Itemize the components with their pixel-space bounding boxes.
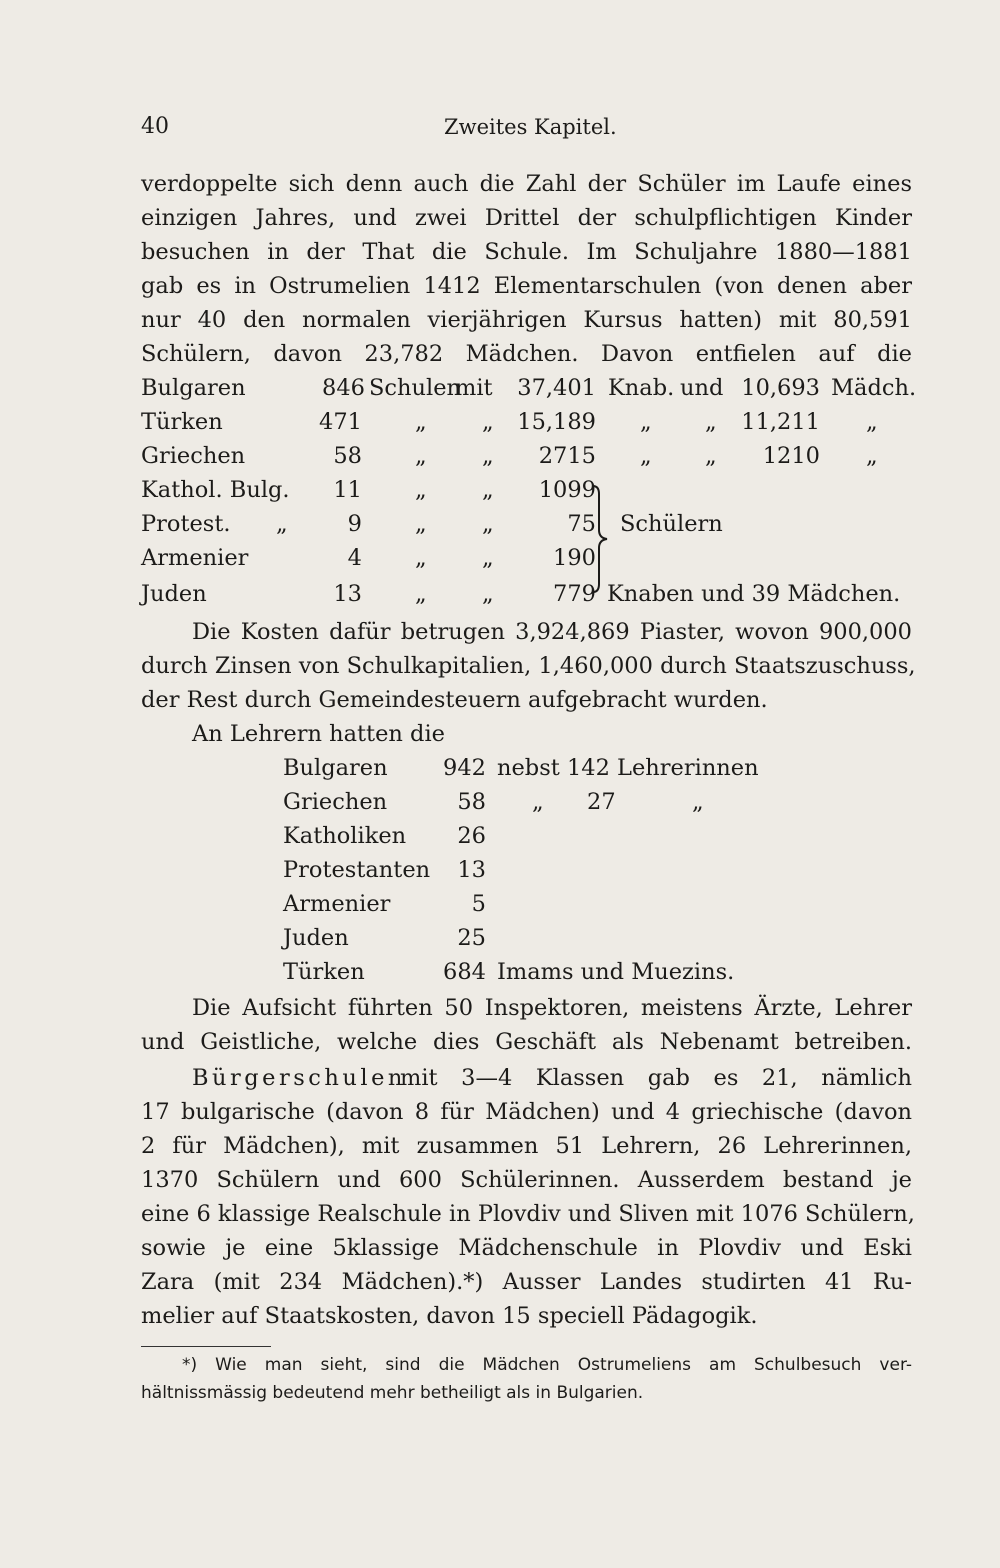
- school-count: 13: [333, 581, 362, 607]
- boys-count: 2715: [538, 443, 596, 469]
- text-line: einzigen Jahres, und zwei Drittel der schulpflichtigen Kinder: [141, 205, 912, 231]
- denomination: Protest.: [141, 511, 231, 537]
- ditto-mark: „: [705, 443, 717, 469]
- ditto-mark: „: [692, 789, 704, 815]
- school-count: 471: [319, 409, 362, 435]
- denomination: Protestanten: [283, 857, 431, 883]
- boys-count: 75: [567, 511, 596, 537]
- ditto-mark: „: [415, 443, 427, 469]
- text-line: verdoppelte sich denn auch die Zahl der Schüler im Laufe eines: [141, 171, 912, 197]
- ditto-mark: „: [415, 511, 427, 537]
- teacher-count: 13: [457, 857, 486, 883]
- footnote-line: hältnissmässig bedeutend mehr betheiligt als in Bulgarien.: [141, 1383, 644, 1403]
- ditto-mark: „: [415, 409, 427, 435]
- denomination: Juden: [141, 581, 207, 607]
- teacher-count: 26: [457, 823, 486, 849]
- school-count: 9: [347, 511, 362, 537]
- school-count: 846: [322, 375, 365, 401]
- ditto-mark: „: [482, 477, 494, 503]
- connector: und: [680, 375, 724, 401]
- text-line: 2 für Mädchen), mit zusammen 51 Lehrern, 26 Lehrerinnen,: [141, 1133, 912, 1159]
- text-line: mit 3—4 Klassen gab es 21, nämlich: [400, 1065, 912, 1091]
- ditto-mark: „: [415, 477, 427, 503]
- denomination: Juden: [283, 925, 349, 951]
- girls-count: 1210: [762, 443, 820, 469]
- teacher-count: 942: [443, 755, 486, 781]
- text-line: gab es in Ostrumelien 1412 Elementarschulen (von denen aber: [141, 273, 912, 299]
- boys-count: 190: [553, 545, 596, 571]
- running-header: Zweites Kapitel.: [444, 115, 617, 139]
- ditto-mark: „: [276, 511, 288, 537]
- brace-label: Schülern: [620, 511, 723, 537]
- ditto-mark: „: [866, 409, 878, 435]
- text-line: eine 6 klassige Realschule in Plovdiv und Sliven mit 1076 Schülern,: [141, 1201, 915, 1227]
- boys-count: 779: [553, 581, 596, 607]
- ditto-mark: „: [482, 545, 494, 571]
- denomination: Griechen: [283, 789, 388, 815]
- ditto-mark: „: [482, 511, 494, 537]
- ditto-mark: „: [705, 409, 717, 435]
- text-line: Zara (mit 234 Mädchen).*) Ausser Landes studirten 41 Ru-: [141, 1269, 912, 1295]
- text-line: Die Kosten dafür betrugen 3,924,869 Piaster, wovon 900,000: [192, 619, 912, 645]
- unit: Knab.: [608, 375, 675, 401]
- footnote-line: *) Wie man sieht, sind die Mädchen Ostrumeliens am Schulbesuch ver-: [182, 1355, 912, 1375]
- page-number: 40: [141, 114, 169, 139]
- boys-count: 37,401: [517, 375, 596, 401]
- denomination: Bulgaren: [283, 755, 388, 781]
- denomination: Kathol. Bulg.: [141, 477, 290, 503]
- curly-brace-icon: [590, 484, 612, 594]
- text-line: sowie je eine 5klassige Mädchenschule in Plovdiv und Eski: [141, 1235, 912, 1261]
- ditto-mark: „: [866, 443, 878, 469]
- school-count: 11: [333, 477, 362, 503]
- ditto-mark: „: [415, 581, 427, 607]
- row-remainder: Imams und Muezins.: [497, 959, 735, 985]
- teacher-count: 5: [471, 891, 486, 917]
- text-line: 17 bulgarische (davon 8 für Mädchen) und 4 griechische (davon: [141, 1099, 912, 1125]
- school-count: 58: [333, 443, 362, 469]
- teachers-intro: An Lehrern hatten die: [192, 721, 445, 747]
- unit: Mädch.: [831, 375, 917, 401]
- text-line: besuchen in der That die Schule. Im Schuljahre 1880—1881: [141, 239, 912, 265]
- ditto-mark: „: [482, 581, 494, 607]
- emphasized-term: Bürgerschulen: [192, 1065, 406, 1091]
- denomination: Katholiken: [283, 823, 407, 849]
- footnote-divider: [141, 1346, 271, 1347]
- denomination: Griechen: [141, 443, 246, 469]
- denomination: Armenier: [283, 891, 391, 917]
- text-line: Schülern, davon 23,782 Mädchen. Davon entfielen auf die: [141, 341, 912, 367]
- ditto-mark: „: [482, 443, 494, 469]
- connector: mit: [455, 375, 493, 401]
- text-line: und Geistliche, welche dies Geschäft als Nebenamt betreiben.: [141, 1029, 912, 1055]
- text-line: durch Zinsen von Schulkapitalien, 1,460,000 durch Staatszuschuss,: [141, 653, 916, 679]
- ditto-mark: „: [640, 443, 652, 469]
- unit: Schulen: [369, 375, 461, 401]
- teacher-count: 25: [457, 925, 486, 951]
- text-line: 1370 Schülern und 600 Schülerinnen. Ausserdem bestand je: [141, 1167, 912, 1193]
- ditto-mark: „: [640, 409, 652, 435]
- ditto-mark: „: [415, 545, 427, 571]
- text-line: melier auf Staatskosten, davon 15 speciell Pädagogik.: [141, 1303, 758, 1329]
- ditto-mark: „: [532, 789, 544, 815]
- boys-count: 15,189: [517, 409, 596, 435]
- denomination: Türken: [141, 409, 223, 435]
- denomination: Bulgaren: [141, 375, 246, 401]
- denomination: Armenier: [141, 545, 249, 571]
- female-teacher-count: 27: [587, 789, 616, 815]
- girls-count: 10,693: [741, 375, 820, 401]
- text-line: der Rest durch Gemeindesteuern aufgebracht wurden.: [141, 687, 768, 713]
- teacher-count: 58: [457, 789, 486, 815]
- teacher-count: 684: [443, 959, 486, 985]
- text-line: Die Aufsicht führten 50 Inspektoren, meistens Ärzte, Lehrer: [192, 995, 912, 1021]
- boys-count: 1099: [538, 477, 596, 503]
- text-line: nur 40 den normalen vierjährigen Kursus hatten) mit 80,591: [141, 307, 912, 333]
- row-remainder: Knaben und 39 Mädchen.: [607, 581, 901, 607]
- denomination: Türken: [283, 959, 365, 985]
- school-count: 4: [347, 545, 362, 571]
- girls-count: 11,211: [741, 409, 820, 435]
- ditto-mark: „: [482, 409, 494, 435]
- row-remainder: nebst 142 Lehrerinnen: [497, 755, 759, 781]
